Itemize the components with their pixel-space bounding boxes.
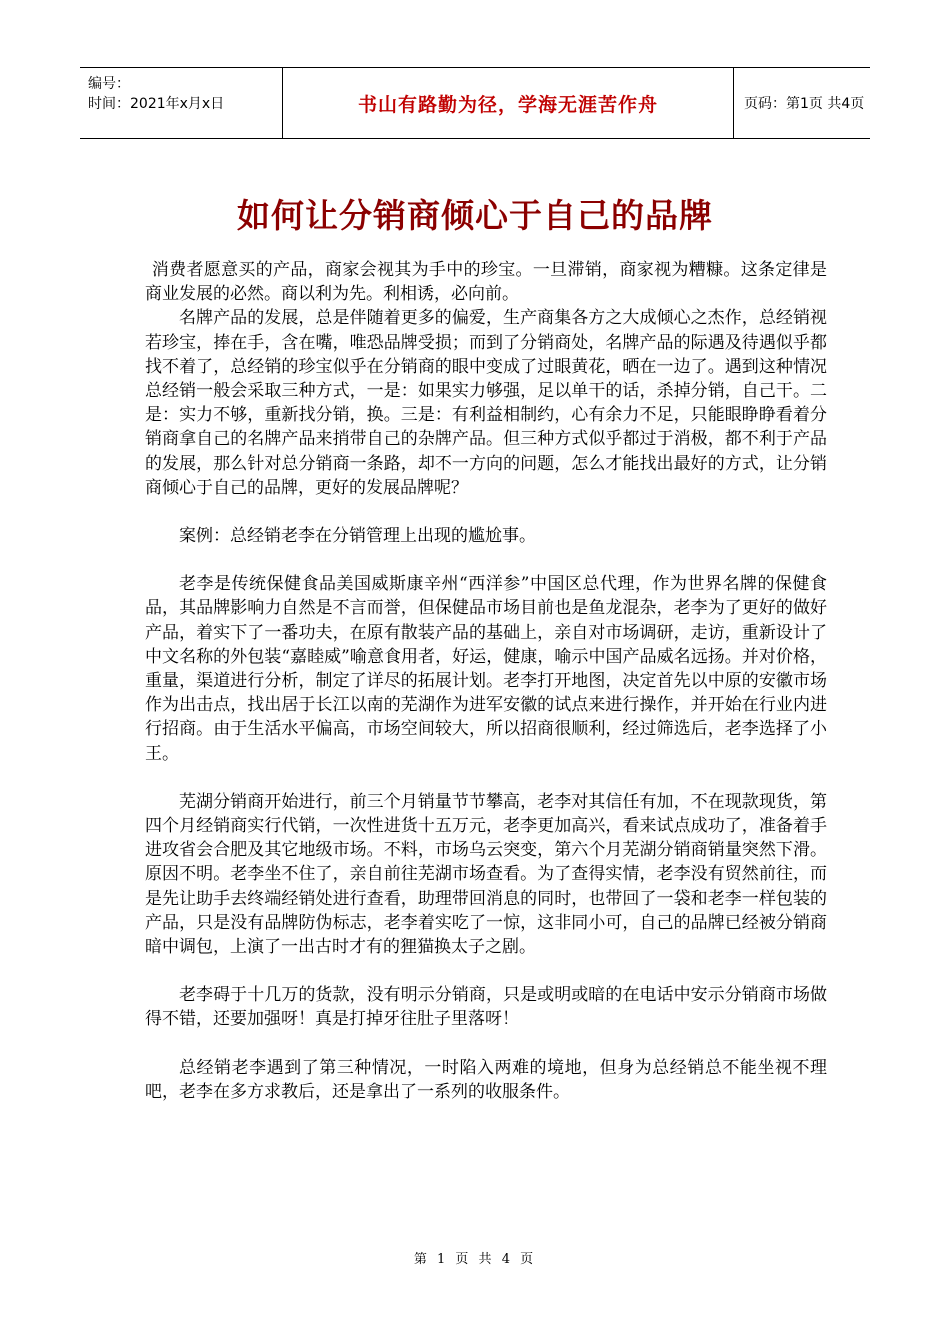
document-title: 如何让分销商倾心于自己的品牌 — [237, 196, 713, 235]
paragraph: 老李是传统保健食品美国威斯康辛州“西洋参”中国区总代理，作为世界名牌的保健食品，其品牌影响力自然是不言而誉，但保健品市场目前也是鱼龙混杂，老李为了更好的做好产品，着实下了一番功夫，在原有散装产品的基础上，亲自对市场调研，走访，重新设计了中文名称的外包装“嘉睦威”喻意食用者，好运，健康，喻示中国产品威名远扬。并对价格，重量，渠道进行分析，制定了详尽的拓展计划。老李打开地图，决定首先以中原的安徽市场作为出击点，找出居于长江以南的芜湖作为进军安徽的试点来进行操作，并开始在行业内进行招商。由于生活水平偏高，市场空间较大，所以招商很顺利，经过筛选后，老李选择了小王。 — [145, 574, 827, 764]
page-info: 页码：第1页 共4页 — [744, 96, 865, 112]
paragraph: 芜湖分销商开始进行，前三个月销量节节攀高，老李对其信任有加，不在现款现货，第四个月经销商实行代销，一次性进货十五万元，老李更加高兴，看来试点成功了，准备着手进攻省会合肥及其它地级市场。不料，市场乌云突变，第六个月芜湖分销商销量突然下滑。原因不明。老李坐不住了，亲自前往芜湖市场查看。为了查得实情，老李没有贸然前往，而是先让助手去终端经销处进行查看，助理带回消息的同时，也带回了一袋和老李一样包装的产品，只是没有品牌防伪标志，老李着实吃了一惊，这非同小可，自己的品牌已经被分销商暗中调包，上演了一出古时才有的狸猫换太子之剧。 — [145, 791, 827, 958]
paragraph: 老李碍于十几万的货款，没有明示分销商，只是或明或暗的在电话中安示分销商市场做得不错，还要加强呀！真是打掉牙往肚子里落呀！ — [145, 985, 827, 1030]
time-label: 时间：2021年x月x日 — [88, 96, 225, 112]
page-header — [80, 67, 870, 139]
page-footer: 第 1 页 共 4 页 — [413, 1252, 537, 1267]
paragraph: 消费者愿意买的产品，商家会视其为手中的珍宝。一旦滞销，商家视为糟糠。这条定律是商业发展的必然。商以利为先。利相诱，必向前。 — [145, 260, 827, 305]
header-meta — [80, 68, 282, 138]
header-motto-cell — [282, 68, 734, 138]
paragraph: 案例：总经销老李在分销管理上出现的尴尬事。 — [179, 526, 536, 547]
number-label: 编号： — [88, 76, 130, 92]
paragraph: 名牌产品的发展，总是伴随着更多的偏爱，生产商集各方之大成倾心之杰作，总经销视若珍宝，捧在手，含在嘴，唯恐品牌受损；而到了分销商处，名牌产品的际遇及待遇似乎都找不着了，总经销的珍宝似乎在分销商的眼中变成了过眼黄花，晒在一边了。遇到这种情况总经销一般会采取三种方式，一是：如果实力够强，足以单干的话，杀掉分销，自己干。二是：实力不够，重新找分销，换。三是：有利益相制约，心有余力不足，只能眼睁睁看着分销商拿自己的名牌产品来捎带自己的杂牌产品。但三种方式似乎都过于消极，都不利于产品的发展，那么针对总分销商一条路，却不一方向的问题，怎么才能找出最好的方式，让分销商倾心于自己的品牌，更好的发展品牌呢？ — [145, 308, 827, 498]
motto: 书山有路勤为径，学海无涯苦作舟 — [357, 93, 658, 116]
paragraph: 总经销老李遇到了第三种情况，一时陷入两难的境地，但身为总经销总不能坐视不理吧，老李在多方求教后，还是拿出了一系列的收服条件。 — [145, 1057, 827, 1102]
document-body — [145, 258, 827, 1104]
header-page-info-cell — [734, 68, 870, 138]
